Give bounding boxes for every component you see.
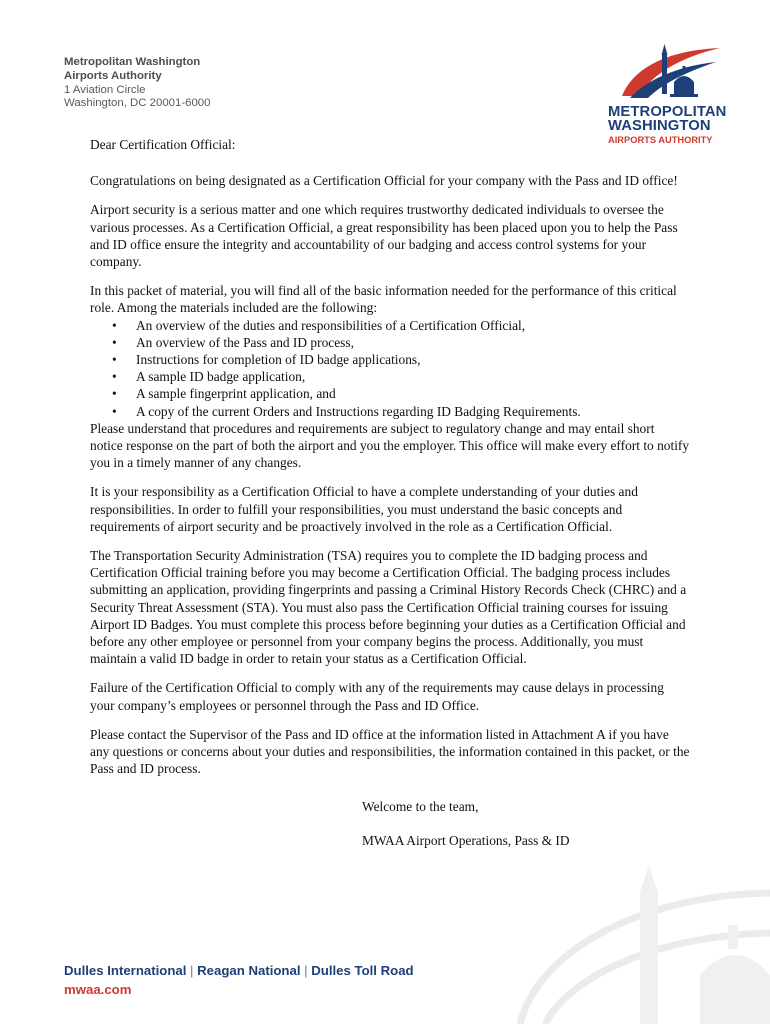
- bullet-icon: •: [112, 352, 117, 368]
- bullet-icon: •: [112, 386, 117, 402]
- footer-reagan-national: Reagan National: [197, 963, 301, 978]
- footer-dulles-international: Dulles International: [64, 963, 187, 978]
- paragraph-regulatory-change: Please understand that procedures and requirements are subject to regulatory change and may entail short notice response on the part of both the airport and you the employer. This office will make every effort to notify you in a timely manner of any changes.: [90, 420, 690, 471]
- paragraph-tsa: The Transportation Security Administration (TSA) requires you to complete the ID badging process and Certification Official training before you may become a Certification Official. The badging process includes submitting an application, providing fingerprints and passing a Criminal History Records Check (CHRC) and a Security Threat Assessment (STA). You must also pass the Certification Official training courses for issuing Airport ID Badges. You must complete this process before beginning your duties as a Certification Official and before any other employee or personnel from your company begins the process. Additionally, you must maintain a valid ID badge in order to retain your status as a Certification Official.: [90, 548, 687, 667]
- paragraph-congratulations: Congratulations on being designated as a Certification Official for your company with the Pass and ID office!: [90, 173, 678, 189]
- paragraph-packet: In this packet of material, you will find all of the basic information needed for the performance of this critical role. Among the materials included are the following:: [90, 283, 677, 316]
- paragraph-failure: Failure of the Certification Official to comply with any of the requirements may cause delays in processing your company’s employees or personnel through the Pass and ID Office.: [90, 680, 664, 713]
- list-item: • A sample ID badge application,: [112, 369, 306, 385]
- bullet-icon: •: [112, 369, 117, 385]
- footer-separator: |: [304, 963, 308, 978]
- capitol-watermark-icon: [500, 855, 770, 1024]
- logo-text-metropolitan: METROPOLITAN: [608, 104, 727, 120]
- org-name-line2: Airports Authority: [64, 69, 162, 82]
- list-item: • Instructions for completion of ID badge applications,: [112, 352, 421, 368]
- footer-website-link[interactable]: mwaa.com: [64, 982, 132, 997]
- street-address: 1 Aviation Circle: [64, 83, 146, 96]
- footer: [64, 962, 414, 1000]
- paragraph-contact: Please contact the Supervisor of the Pass and ID office at the information listed in Attachment A if you have any questions or concerns about your duties and responsibilities, the information contained in this packet, or the Pass and ID process.: [90, 726, 690, 777]
- paragraph-responsibility: It is your responsibility as a Certification Official to have a complete understanding of your duties and responsibilities. In order to fulfill your responsibilities, you must understand the basic concepts and requirements of airport security and be proactively involved in the role as a Certification Official.: [90, 484, 638, 534]
- paragraph-security: Airport security is a serious matter and one which requires trustworthy dedicated individuals to oversee the various processes. As a Certification Official, a great responsibility has been placed upon you to help the Pass and ID office ensure the integrity and accountability of our badging and access control systems for your company.: [90, 202, 678, 270]
- list-item: • An overview of the duties and responsibilities of a Certification Official,: [112, 317, 526, 333]
- list-item: • An overview of the Pass and ID process,: [112, 334, 354, 350]
- bullet-icon: •: [112, 334, 117, 350]
- bullet-icon: •: [112, 317, 117, 333]
- mwaa-logo: [608, 44, 738, 146]
- materials-list: [90, 317, 690, 420]
- bullet-icon: •: [112, 403, 117, 419]
- footer-separator: |: [190, 963, 194, 978]
- list-item: • A sample fingerprint application, and: [112, 386, 336, 402]
- org-name-line1: Metropolitan Washington: [64, 56, 201, 68]
- signature-line: MWAA Airport Operations, Pass & ID: [362, 832, 570, 848]
- closing-line: Welcome to the team,: [362, 798, 479, 814]
- footer-dulles-toll-road: Dulles Toll Road: [311, 963, 414, 978]
- sender-address: [64, 56, 210, 111]
- list-item: • A copy of the current Orders and Instructions regarding ID Badging Requirements.: [112, 403, 581, 419]
- logo-text-washington: WASHINGTON: [608, 118, 711, 134]
- salutation: Dear Certification Official:: [90, 137, 236, 152]
- capitol-swoosh-icon: [616, 44, 726, 102]
- footer-airports: [64, 962, 414, 980]
- logo-text-airports-authority: AIRPORTS AUTHORITY: [608, 135, 713, 145]
- letter-body: [90, 136, 690, 849]
- city-state-zip: Washington, DC 20001-6000: [64, 97, 211, 110]
